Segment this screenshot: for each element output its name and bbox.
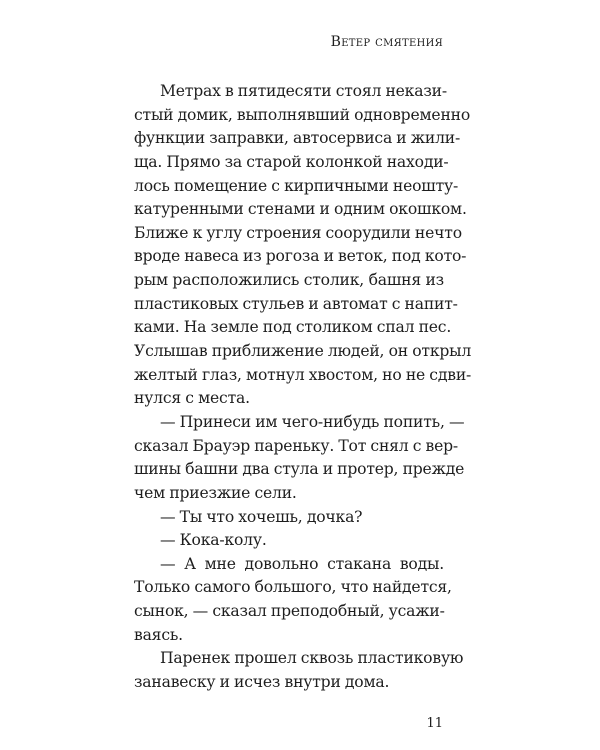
text-line: сынок, — сказал преподобный, усажи-: [134, 602, 445, 621]
text-line: пластиковых стульев и автомат с напит-: [134, 294, 458, 313]
text-line: функции заправки, автосервиса и жили-: [134, 129, 461, 148]
text-line: Только самого большого, что найдется,: [134, 578, 452, 597]
text-line: желтый глаз, мотнул хвостом, но не сдви-: [134, 365, 472, 384]
text-line: ками. На земле под столиком спал пес.: [134, 318, 452, 337]
text-line: рым расположились столик, башня из: [134, 271, 444, 290]
text-line: — Кока-колу.: [160, 531, 267, 550]
text-line: лось помещение с кирпичными неошту-: [134, 176, 459, 195]
text-line: сказал Брауэр пареньку. Тот снял с вер-: [134, 436, 458, 455]
text-line: — А мне довольно стакана воды.: [160, 554, 444, 573]
text-line: шины башни два стула и протер, прежде: [134, 460, 465, 479]
running-header: Ветер смятения: [330, 34, 443, 50]
text-line: Услышав приближение людей, он открыл: [134, 342, 472, 361]
body-text: [134, 80, 472, 695]
text-line: нулся с места.: [134, 389, 250, 408]
text-line: Паренек прошел сквозь пластиковую: [160, 649, 464, 668]
text-line: стый домик, выполнявший одновременно: [134, 105, 471, 124]
text-line: ща. Прямо за старой колонкой находи-: [134, 152, 449, 171]
text-line: — Принеси им чего-нибудь попить, —: [160, 412, 465, 431]
text-line: — Ты что хочешь, дочка?: [160, 507, 363, 526]
text-line: катуренными стенами и одним окошком.: [134, 200, 467, 219]
text-line: Ближе к углу строения соорудили нечто: [134, 223, 462, 242]
page-number: 11: [426, 716, 443, 731]
text-line: ваясь.: [134, 625, 183, 644]
text-line: Метрах в пятидесяти стоял некази-: [160, 82, 447, 100]
text-line: чем приезжие сели.: [134, 483, 297, 502]
text-line: занавеску и исчез внутри дома.: [134, 673, 390, 692]
text-line: вроде навеса из рогоза и веток, под кото-: [134, 247, 467, 266]
